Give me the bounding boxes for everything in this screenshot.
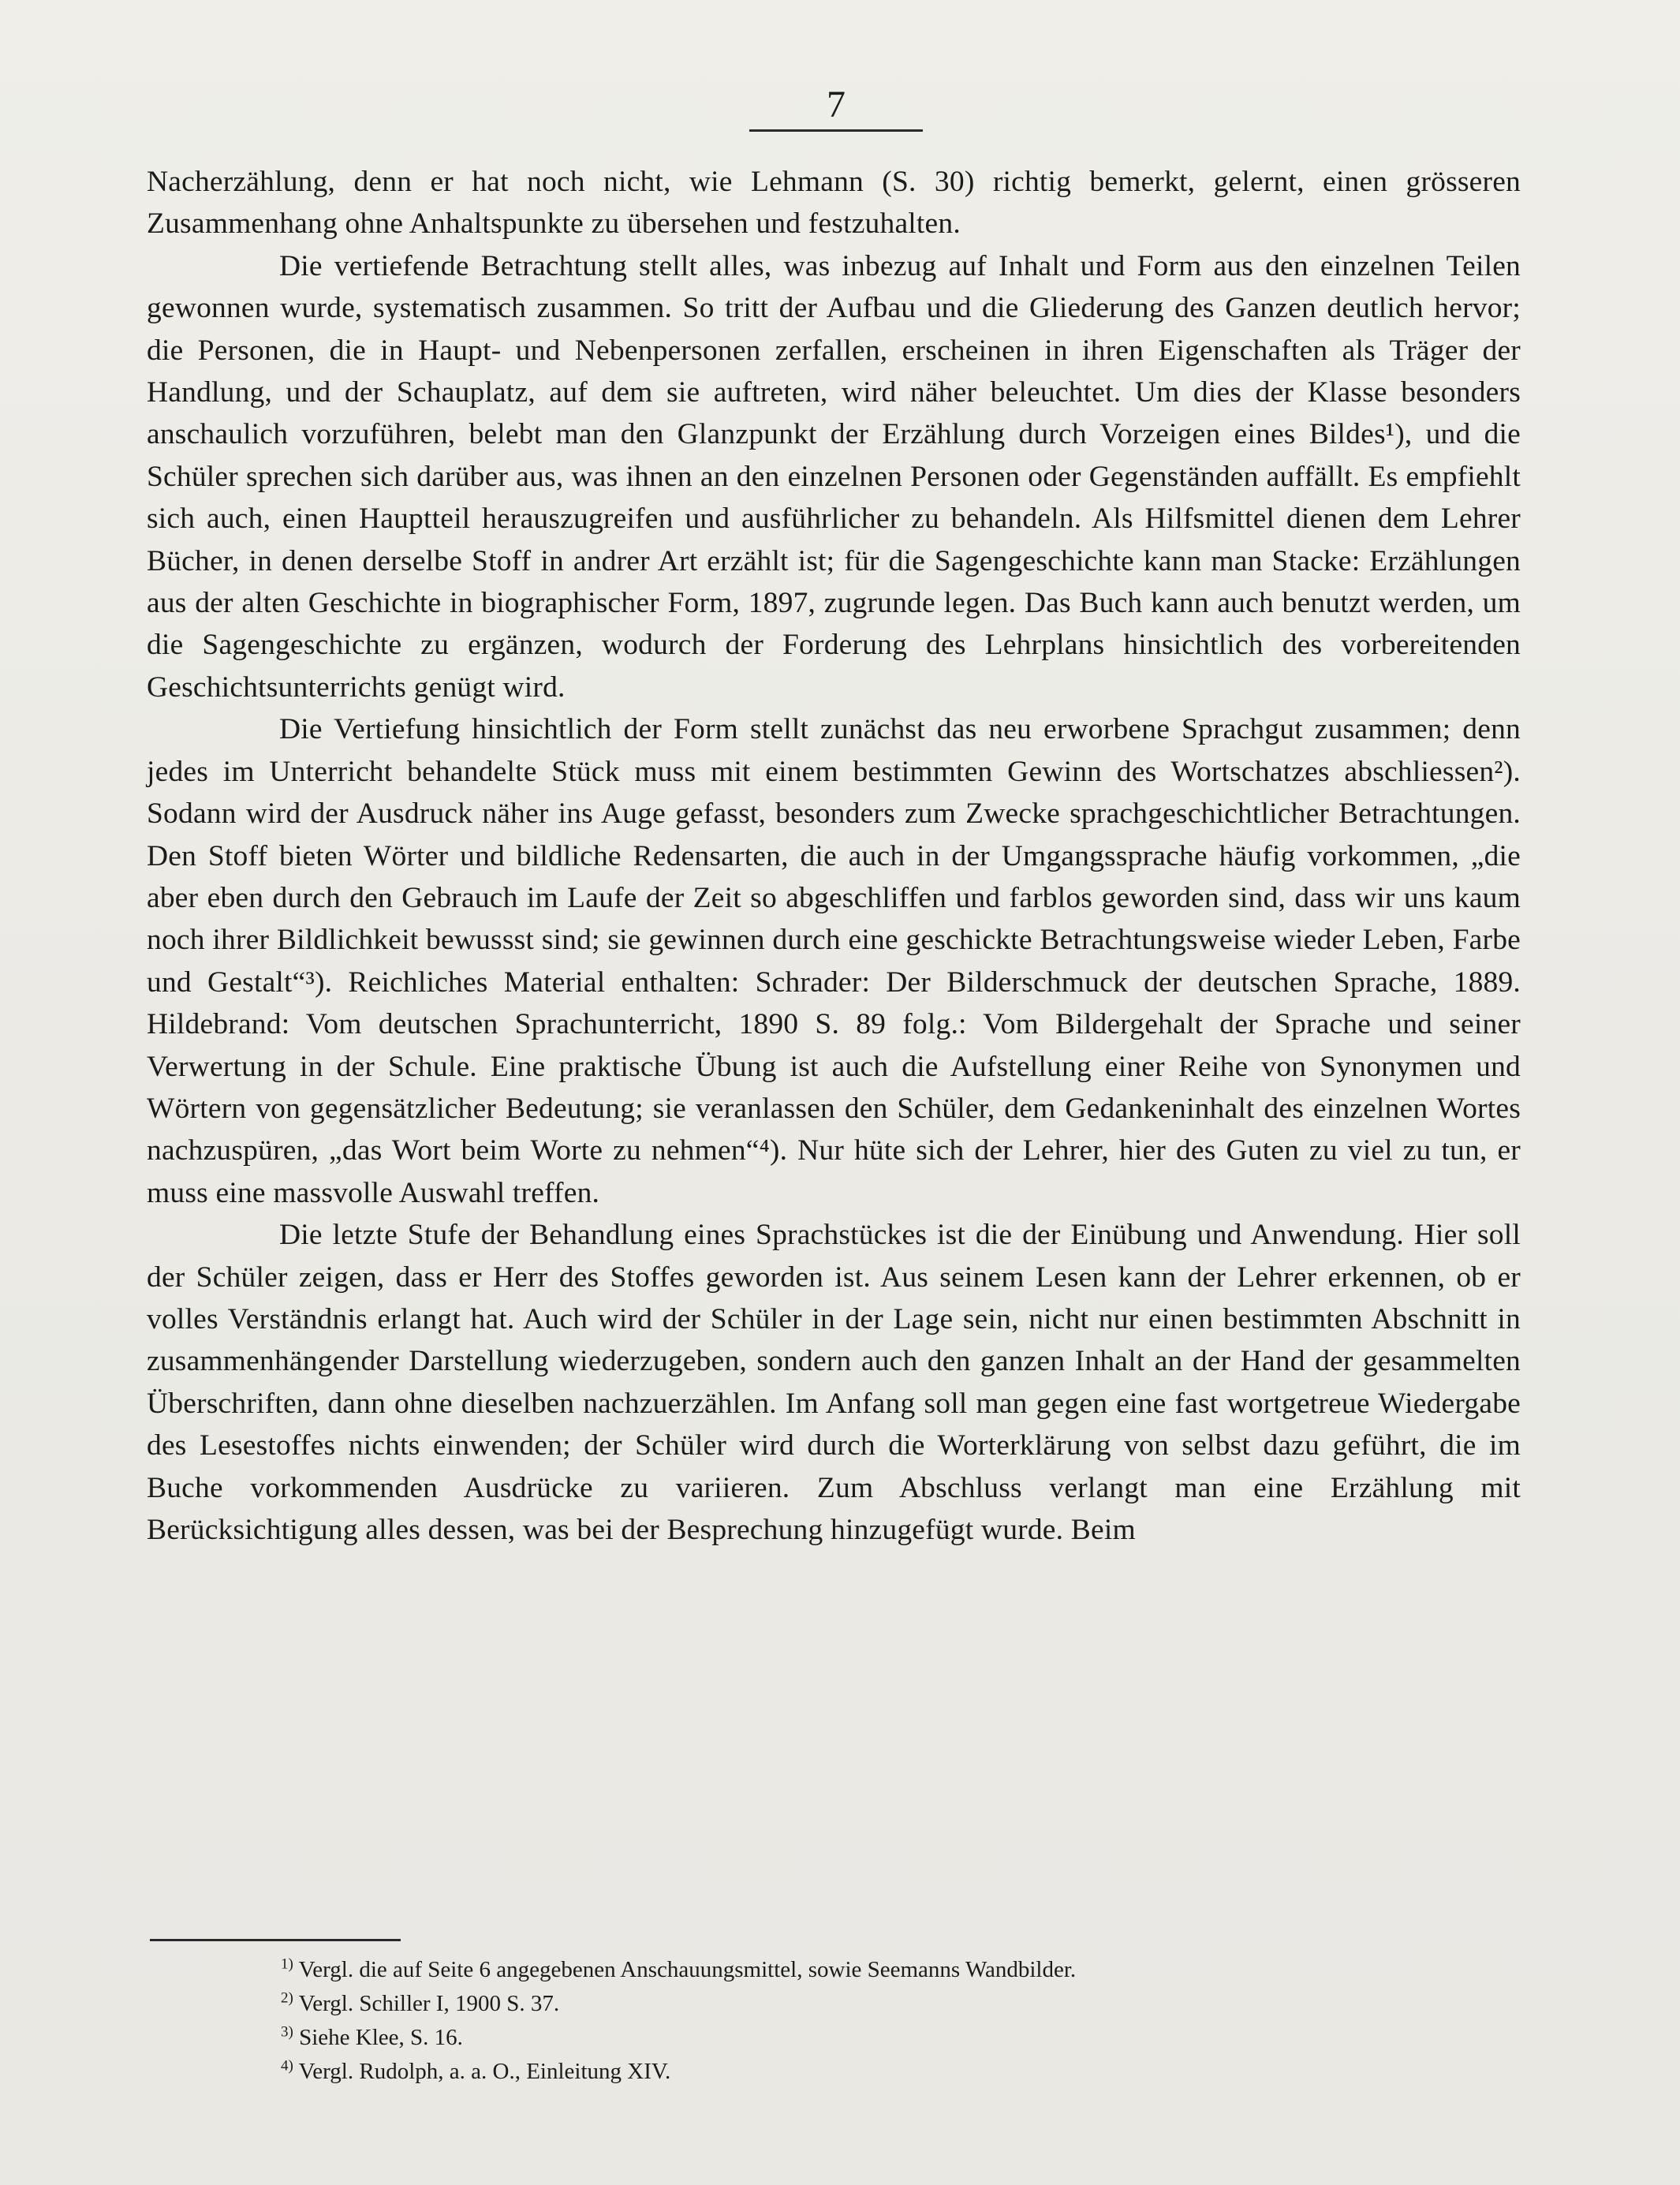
footnote-text: Vergl. Rudolph, a. a. O., Einleitung XIV. (298, 2059, 671, 2084)
page-number-rule (749, 129, 923, 132)
footnotes (281, 1953, 1511, 2089)
paragraph-einuebung-anwendung: Die letzte Stufe der Behandlung eines Sprachstückes ist die der Einübung und Anwendung. Hier soll der Schüler zeigen, dass er Herr des Stoffes geworden ist. Aus seinem Lesen kann der Lehrer erkennen, ob er volles Verständnis erlangt hat. Auch wird der Schüler in der Lage sein, nicht nur einen bestimmten Abschnitt in zusammenhängender Darstellung wiederzugeben, sondern auch den ganzen Inhalt an der Hand der gesammelten Überschriften, dann ohne dieselben nachzuerzählen. Im Anfang soll man gegen eine fast wortgetreue Wiedergabe des Lesestoffes nichts einwenden; der Schüler wird durch die Worterklärung von selbst dazu geführt, die im Buche vorkommenden Ausdrücke zu variieren. Zum Abschluss verlangt man eine Erzählung mit Berücksichtigung alles dessen, was bei der Besprechung hinzugefügt wurde. Beim (147, 1219, 1521, 1546)
paragraph-vertiefung-form: Die Vertiefung hinsichtlich der Form stellt zunächst das neu erworbene Sprachgut zusammen; denn jedes im Unterricht behandelte Stück muss mit einem bestimmten Gewinn des Wortschatzes abschliessen²). Sodann wird der Ausdruck näher ins Auge gefasst, besonders zum Zwecke sprachgeschichtlicher Betrachtungen. Den Stoff bieten Wörter und bildliche Redensarten, die auch in der Umgangssprache häufig vorkommen, „die aber eben durch den Gebrauch im Laufe der Zeit so abgeschliffen und farblos geworden sind, dass wir uns kaum noch ihrer Bildlichkeit bewussst sind; sie gewinnen durch eine geschickte Betrachtungsweise wieder Leben, Farbe und Gestalt“³). Reichliches Material enthalten: Schrader: Der Bilderschmuck der deutschen Sprache, 1889. Hildebrand: Vom deutschen Sprachunterricht, 1890 S. 89 folg.: Vom Bildergehalt der Sprache und seiner Verwertung in der Schule. Eine praktische Übung ist auch die Aufstellung einer Reihe von Synonymen und Wörtern von gegensätzlicher Bedeutung; sie veranlassen den Schüler, dem Gedankeninhalt des einzelnen Wortes nachzuspüren, „das Wort beim Worte zu nehmen“⁴). Nur hüte sich der Lehrer, hier des Guten zu viel zu tun, er muss eine massvolle Auswahl treffen. (147, 713, 1521, 1209)
page-number: 7 (827, 84, 846, 125)
footnote-1 (281, 1953, 1511, 1987)
footnote-divider (150, 1939, 401, 1941)
footnote-marker: 1) (281, 1955, 293, 1973)
page-number-block (749, 85, 923, 132)
footnote-marker: 3) (281, 2023, 293, 2041)
footnote-2 (281, 1987, 1511, 2021)
body-text (147, 161, 1521, 1551)
paragraph-continuation: Nacherzählung, denn er hat noch nicht, wie Lehmann (S. 30) richtig bemerkt, gelernt, einen grösseren Zusammenhang ohne Anhaltspunkte zu übersehen und festzuhalten. (147, 166, 1521, 241)
footnote-text: Vergl. Schiller I, 1900 S. 37. (298, 1991, 560, 2016)
paragraph-vertiefende-betrachtung: Die vertiefende Betrachtung stellt alles, was inbezug auf Inhalt und Form aus den einzelnen Teilen gewonnen wurde, systematisch zusammen. So tritt der Aufbau und die Gliederung des Ganzen deutlich hervor; die Personen, die in Haupt- und Nebenpersonen zerfallen, erscheinen in ihren Eigenschaften als Träger der Handlung, und der Schauplatz, auf dem sie auftreten, wird näher beleuchtet. Um dies der Klasse besonders anschaulich vorzuführen, belebt man den Glanzpunkt der Erzählung durch Vorzeigen eines Bildes¹), und die Schüler sprechen sich darüber aus, was ihnen an den einzelnen Personen oder Gegenständen auffällt. Es empfiehlt sich auch, einen Hauptteil herauszugreifen und ausführlicher zu behandeln. Als Hilfsmittel dienen dem Lehrer Bücher, in denen derselbe Stoff in andrer Art erzählt ist; für die Sagengeschichte kann man Stacke: Erzählungen aus der alten Geschichte in biographischer Form, 1897, zugrunde legen. Das Buch kann auch benutzt werden, um die Sagengeschichte zu ergänzen, wodurch der Forderung des Lehrplans hinsichtlich des vorbereitenden Geschichtsunterrichts genügt wird. (147, 249, 1521, 704)
footnote-marker: 4) (281, 2057, 293, 2075)
footnote-4 (281, 2055, 1511, 2089)
footnote-text: Siehe Klee, S. 16. (299, 2025, 463, 2050)
footnote-3 (281, 2021, 1511, 2055)
footnote-text: Vergl. die auf Seite 6 angegebenen Anschauungsmittel, sowie Seemanns Wandbilder. (298, 1957, 1077, 1982)
footnote-marker: 2) (281, 1989, 293, 2007)
